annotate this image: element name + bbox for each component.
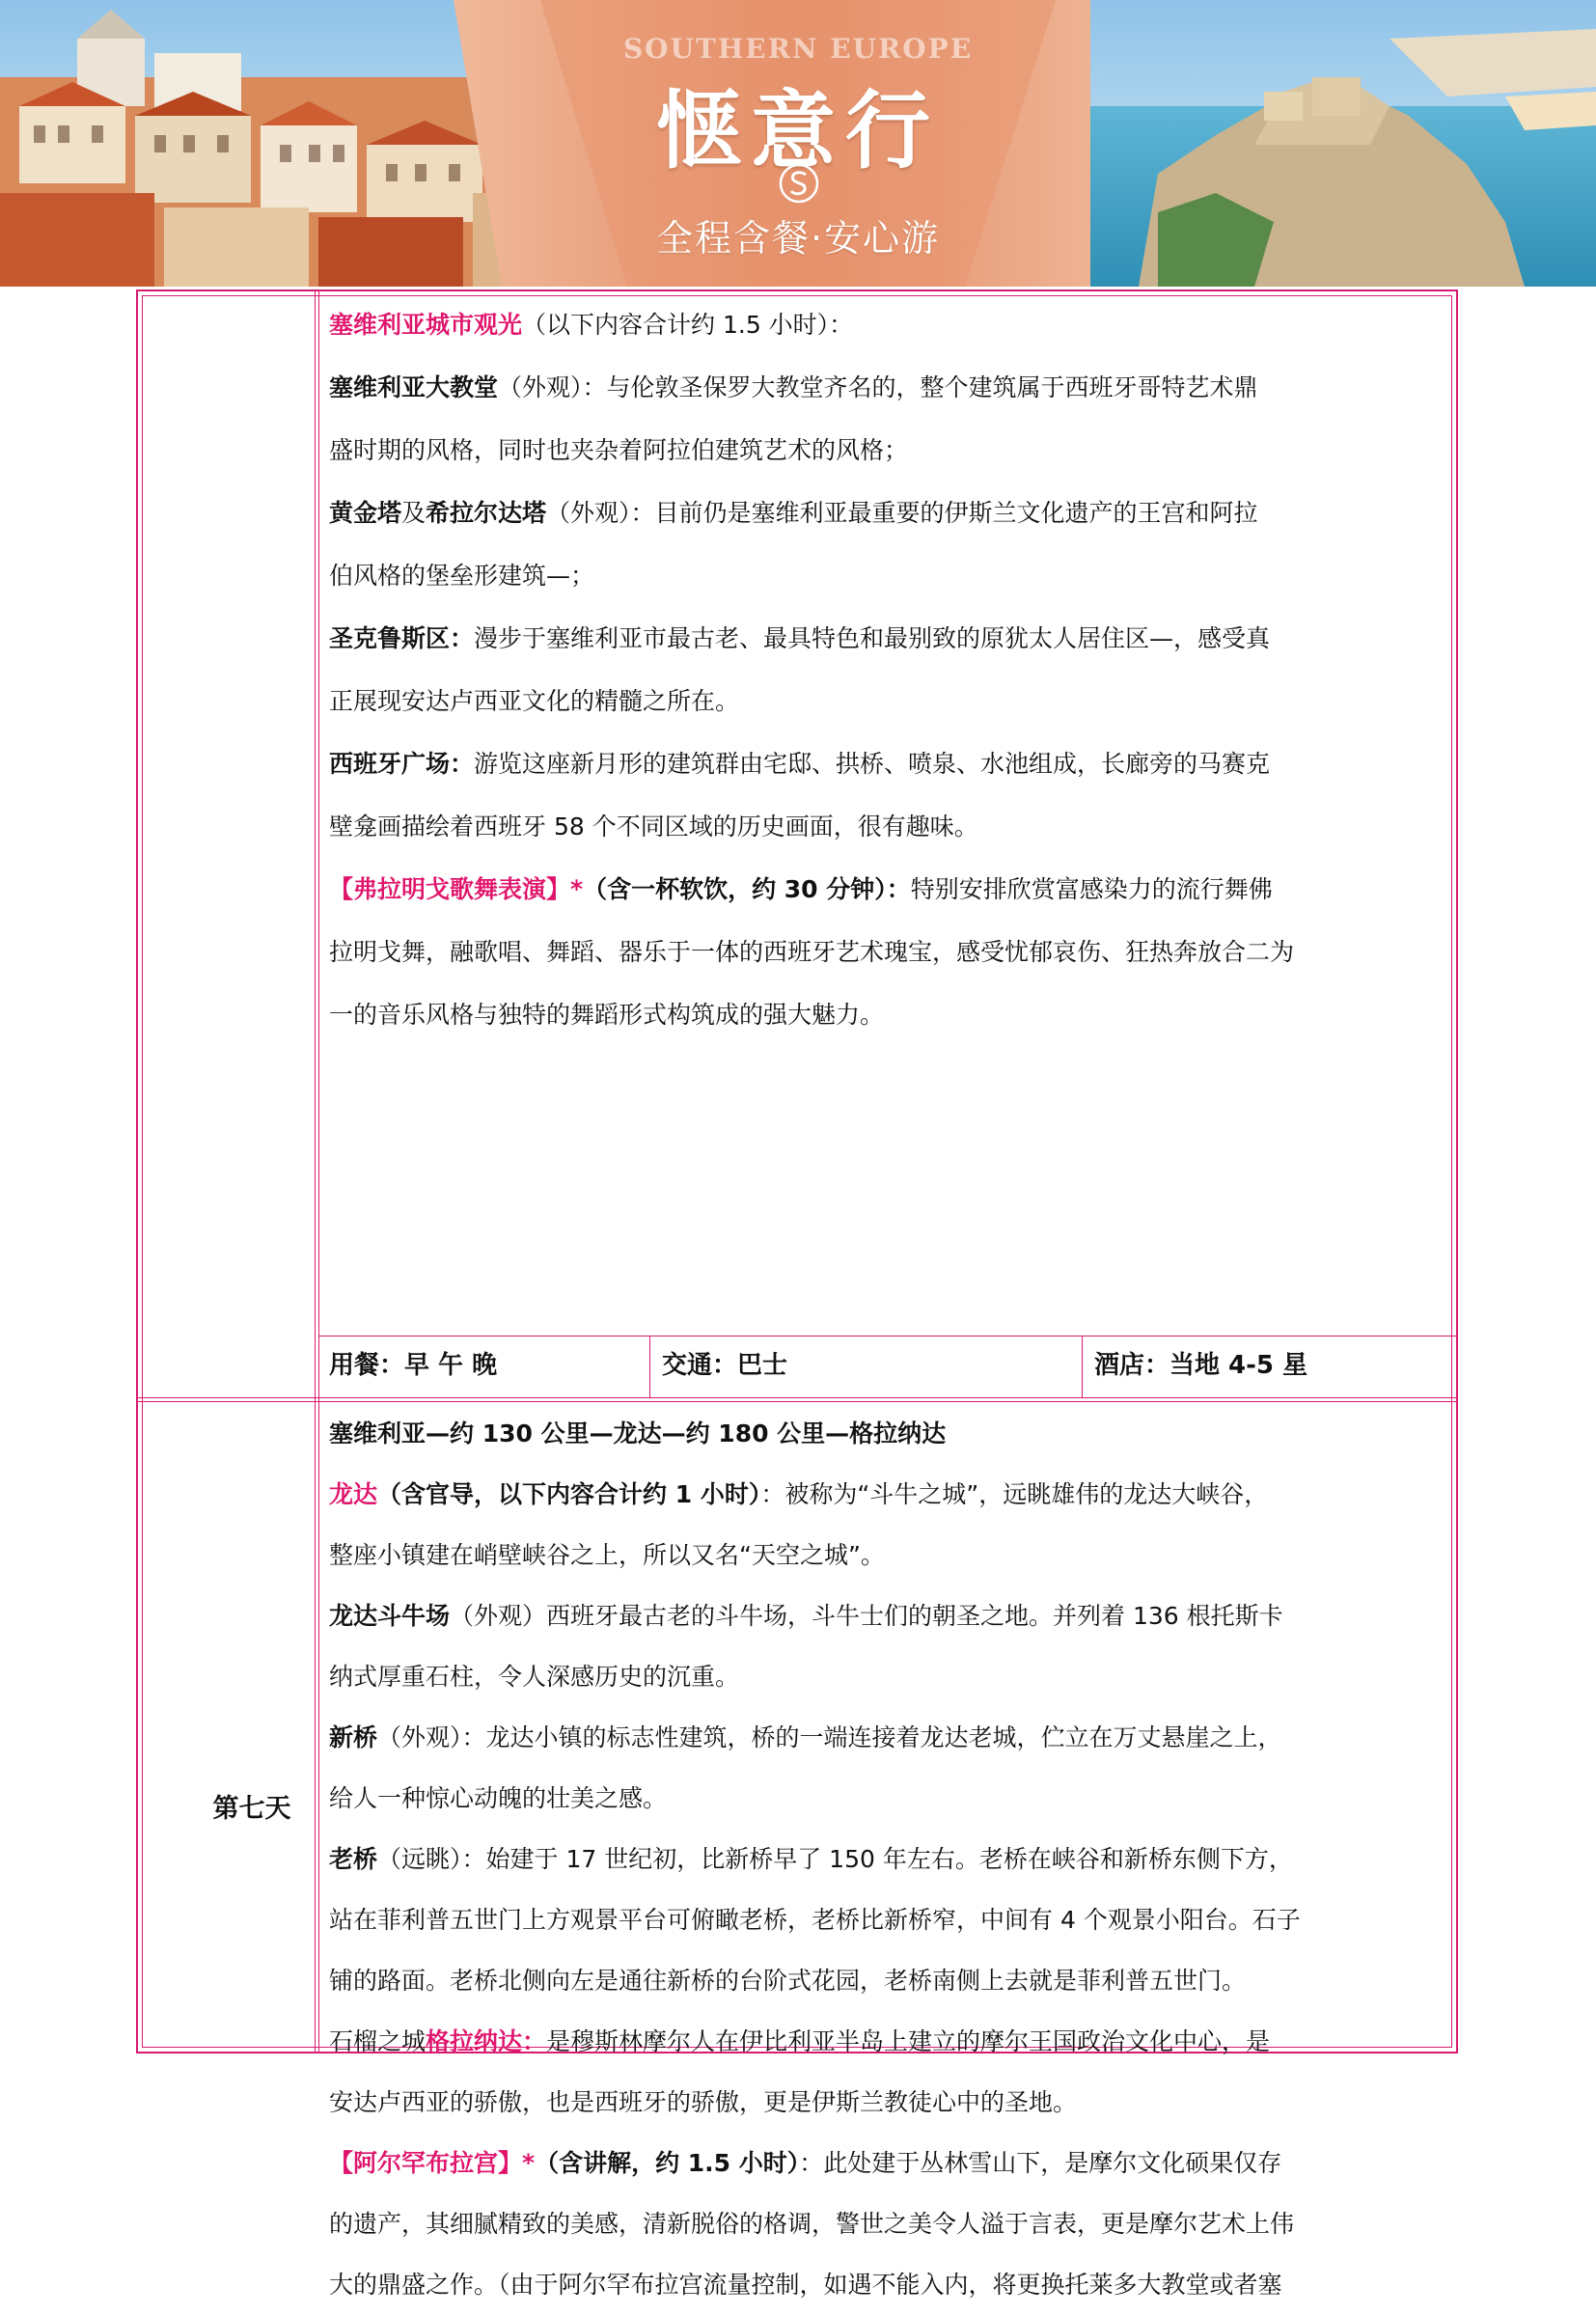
giralda-title: 希拉尔达塔 [426, 499, 547, 527]
golden-tower-connector: 及 [401, 499, 427, 527]
day7-route: 塞维利亚—约 130 公里—龙达—约 180 公里—格拉纳达 [329, 1419, 947, 1447]
day-separator-line [138, 1397, 1456, 1398]
bullring-desc-2: 纳式厚重石柱，令人深感历史的沉重。 [329, 1663, 740, 1691]
old-bridge-desc-1: （远眺）：始建于 17 世纪初，比新桥早了 150 年左右。老桥在峡谷和新桥东侧下方， [377, 1845, 1293, 1873]
new-bridge-desc-1: （外观）：龙达小镇的标志性建筑，桥的一端连接着龙达老城，伫立在万丈悬崖之上， [377, 1723, 1282, 1751]
day7-label: 第七天 [212, 1794, 291, 1824]
flamenco-desc-3: 一的音乐风格与独特的舞蹈形式构筑成的强大魅力。 [329, 1001, 885, 1029]
new-bridge-title: 新桥 [329, 1723, 378, 1751]
bullring-desc-1: （外观）西班牙最古老的斗牛场，斗牛士们的朝圣之地。并列着 136 根托斯卡 [450, 1602, 1283, 1630]
banner-tagline: 全程含餐·安心游 [655, 217, 941, 260]
seville-cathedral-desc-1: （外观）：与伦敦圣保罗大教堂齐名的，整个建筑属于西班牙哥特艺术鼎 [498, 373, 1258, 401]
hotel-info: 酒店：当地 4-5 星 [1094, 1351, 1308, 1380]
day6-content [329, 293, 1448, 1046]
meal-info: 用餐：早 午 晚 [329, 1351, 498, 1380]
meal-col-divider-1 [649, 1336, 650, 1397]
golden-tower-desc-2: 伯风格的堡垒形建筑—； [329, 562, 595, 590]
ronda-duration: （含官导，以下内容合计约 1 小时） [377, 1480, 761, 1508]
day-separator-line-inner [138, 1401, 1456, 1402]
banner-subtitle-en: SOUTHERN EUROPE [622, 33, 974, 65]
old-bridge-desc-2: 站在菲利普五世门上方观景平台可俯瞰老桥，老桥比新桥窄，中间有 4 个观景小阳台。石子 [329, 1906, 1301, 1934]
meal-col-divider-2 [1082, 1336, 1083, 1397]
ronda-desc-2: 整座小镇建在峭壁峡谷之上，所以又名“天空之城”。 [329, 1541, 885, 1569]
old-bridge-desc-3: 铺的路面。老桥北侧向左是通往新桥的台阶式花园，老桥南侧上去就是菲利普五世门。 [329, 1967, 1247, 1995]
granada-title: 格拉纳达： [426, 2027, 547, 2055]
banner-title: 惬意行 [655, 81, 940, 180]
ronda-title: 龙达 [329, 1480, 378, 1508]
alhambra-desc-3: 大的鼎盛之作。（由于阿尔罕布拉宫流量控制，如遇不能入内，将更换托莱多大教堂或者塞 [329, 2271, 1282, 2299]
bullring-title: 龙达斗牛场 [329, 1602, 451, 1630]
new-bridge-desc-2: 给人一种惊心动魄的壮美之感。 [329, 1784, 668, 1812]
flamenco-desc-2: 拉明戈舞，融歌唱、舞蹈、器乐于一体的西班牙艺术瑰宝，感受忧郁哀伤、狂热奔放合二为 [329, 938, 1295, 966]
golden-tower-title: 黄金塔 [329, 499, 402, 527]
santa-cruz-title: 圣克鲁斯区： [329, 624, 475, 652]
plaza-espana-title: 西班牙广场： [329, 750, 475, 778]
flamenco-desc-1: 特别安排欣赏富感染力的流行舞佛 [910, 875, 1273, 903]
plaza-espana-desc-2: 壁龛画描绘着西班牙 58 个不同区域的历史画面，很有趣味。 [329, 813, 978, 841]
day7-content [329, 1403, 1448, 2315]
old-bridge-title: 老桥 [329, 1845, 378, 1873]
day6-sightseeing-duration: （以下内容合计约 1.5 小时）： [522, 311, 854, 339]
brand-logo-icon [778, 162, 820, 205]
santa-cruz-desc-2: 正展现安达卢西亚文化的精髓之所在。 [329, 687, 740, 715]
granada-prefix: 石榴之城 [329, 2027, 427, 2055]
plaza-espana-desc-1: 游览这座新月形的建筑群由宅邸、拱桥、喷泉、水池组成，长廊旁的马赛克 [474, 750, 1271, 778]
alhambra-title: 【阿尔罕布拉宫】* [329, 2149, 536, 2177]
flamenco-duration: （含一杯软饮，约 30 分钟）： [583, 875, 911, 903]
alhambra-desc-1: ：此处建于丛林雪山下，是摩尔文化硕果仅存 [799, 2149, 1282, 2177]
golden-tower-desc-1: （外观）：目前仍是塞维利亚最重要的伊斯兰文化遗产的王宫和阿拉 [546, 499, 1258, 527]
granada-desc-1: 是穆斯林摩尔人在伊比利亚半岛上建立的摩尔王国政治文化中心，是 [546, 2027, 1271, 2055]
alhambra-duration: （含讲解，约 1.5 小时） [535, 2149, 800, 2177]
santa-cruz-desc-1: 漫步于塞维利亚市最古老、最具特色和最别致的原犹太人居住区—，感受真 [474, 624, 1271, 652]
itinerary-table [136, 289, 1458, 2299]
seville-cathedral-title: 塞维利亚大教堂 [329, 373, 499, 401]
day6-sightseeing-title: 塞维利亚城市观光 [329, 311, 523, 339]
seville-cathedral-desc-2: 盛时期的风格，同时也夹杂着阿拉伯建筑艺术的风格； [329, 436, 909, 464]
ronda-desc-1: ：被称为“斗牛之城”，远眺雄伟的龙达大峡谷， [760, 1480, 1269, 1508]
transport-info: 交通：巴士 [662, 1351, 788, 1380]
alhambra-desc-2: 的遗产，其细腻精致的美感，清新脱俗的格调，警世之美令人溢于言表，更是摩尔艺术上伟 [329, 2210, 1295, 2238]
flamenco-title: 【弗拉明戈歌舞表演】* [329, 875, 584, 903]
granada-desc-2: 安达卢西亚的骄傲，也是西班牙的骄傲，更是伊斯兰教徒心中的圣地。 [329, 2088, 1078, 2116]
header-banner [0, 0, 1596, 287]
